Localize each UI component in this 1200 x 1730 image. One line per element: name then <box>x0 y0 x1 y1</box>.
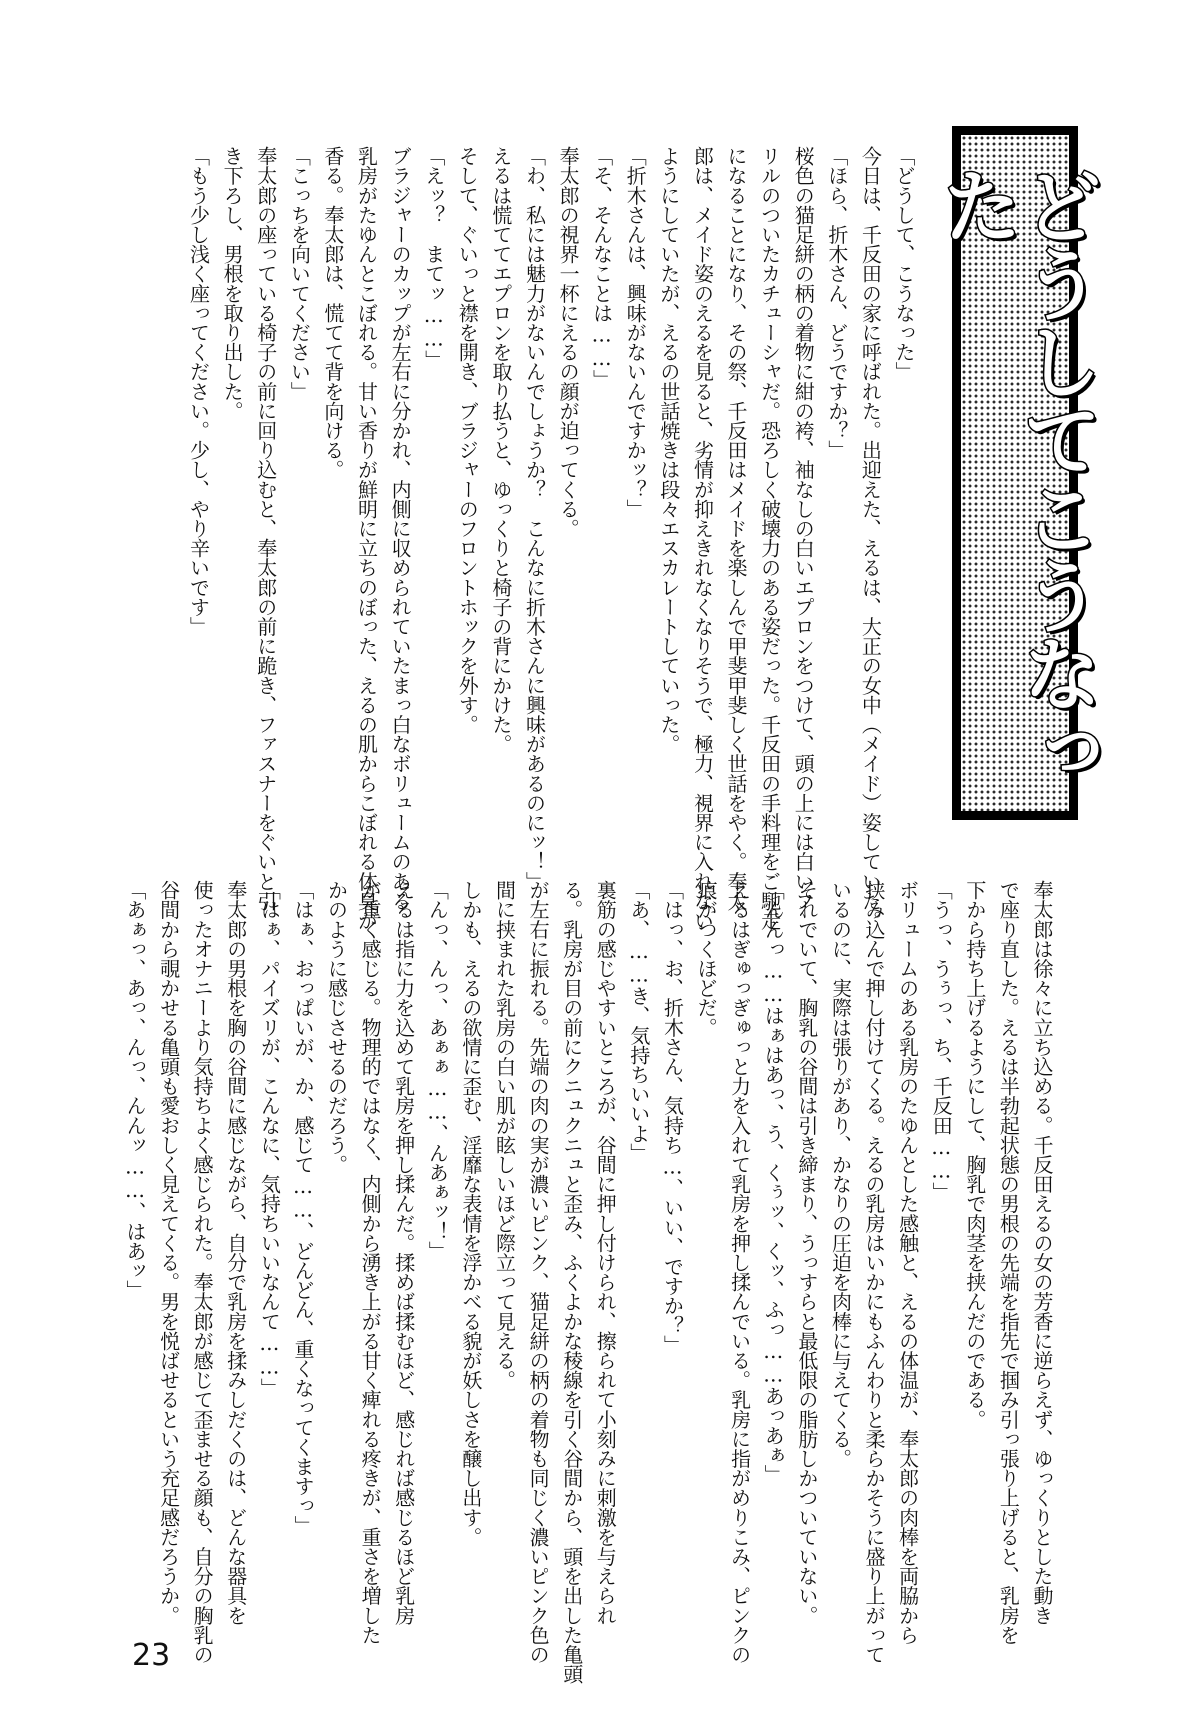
text-line: 奉太郎は徐々に立ち込める。千反田えるの女の芳香に逆らえず、ゆっくりとした動き <box>1030 880 1054 1625</box>
text-line: ボリュームのある乳房のたゆんとした感触と、えるの体温が、奉太郎の肉棒を両脇から <box>895 880 920 1645</box>
text-line: る。乳房が目の前にクニュクニュと歪み、ふくよかな稜線を引く谷間から、頭を出した亀頭 <box>559 880 584 1684</box>
text-line: 裏筋の感じやすいところが、谷間に押し付けられ、擦られて小刻みに刺激を与えられ <box>593 880 618 1625</box>
text-line: 桜色の猫足絣の柄の着物に紺の袴、袖なしの白いエプロンをつけて、頭の上には白いフ <box>791 146 816 911</box>
text-line: 香る。奉太郎は、慌てて背を向ける。 <box>320 146 345 480</box>
text-line: 「んっ、んっ、あぁぁ……、んあぁッ！」 <box>425 880 450 1261</box>
text-line: 乳房がたゆんとこぼれる。甘い香りが鮮明に立ちのぼった、えるの肌からこぼれる体臭が <box>354 146 379 931</box>
text-line: 使ったオナニーより気持ちよく感じられた。奉太郎が感じて歪ませる顔も、自分の胸乳の <box>190 880 215 1665</box>
text-line: 「どうして、こうなった」 <box>892 146 916 382</box>
text-block-top <box>186 146 920 931</box>
text-line: ブラジャーのカップが左右に分かれ、内側に収められていたまっ白なボリュームのある <box>388 146 413 911</box>
text-line: 「あぁっ、あっ、んっ、んんッ……、はあッ」 <box>122 880 147 1300</box>
title-box <box>929 126 1102 820</box>
text-line: そして、ぐいっと襟を開き、ブラジャーのフロントホックを外す。 <box>455 146 480 735</box>
text-line: き下ろし、男根を取り出した。 <box>220 146 245 421</box>
text-line: 今日は、千反田の家に呼ばれた。出迎えた、えるは、大正の女中（メイド）姿していた。 <box>858 146 883 931</box>
page-number: 23 <box>132 1638 171 1673</box>
text-line: いるのに、実際は張りがあり、かなりの圧迫を肉棒に与えてくる。 <box>828 880 853 1469</box>
text-line: 痕がつくほどだ。 <box>694 880 719 1037</box>
text-line: えるは慌ててエプロンを取り払うと、ゆっくりと椅子の背にかけた。 <box>488 146 513 754</box>
text-line: 間に挟まれた乳房の白い肌が眩しいほど際立って見える。 <box>492 880 517 1390</box>
text-line: 「折木さんは、興味がないんですかッ？」 <box>623 146 648 519</box>
text-line: 「あ、……き、気持ちいいよ」 <box>626 880 651 1163</box>
text-line: 挟み込んで押し付けてくる。えるの乳房はいかにもふんわりと柔らかそうに盛り上がって <box>862 880 887 1665</box>
text-line: 奉太郎の視界一杯にえるの顔が迫ってくる。 <box>556 146 581 539</box>
text-line: 「んんっ……はぁはあっ、う、くぅッ、くッ、ふっ……あっあぁ」 <box>761 880 786 1485</box>
text-line: になることになり、その祭、千反田はメイドを楽しんで甲斐甲斐しく世話をやく。奉太 <box>724 146 749 911</box>
text-line: 「はっ、お、折木さん、気持ち…、いい、ですか？」 <box>660 880 685 1355</box>
text-line: 「ほら、折木さん、どうですか？」 <box>824 146 849 460</box>
text-line: 下から持ち上げるようにして、胸乳で肉茎を挟んだのである。 <box>962 880 987 1429</box>
text-line: かのように感じさせるのだろう。 <box>324 880 349 1175</box>
text-line: 「もう少し浅く座ってください。少し、やり辛いです」 <box>186 146 211 637</box>
text-line: 「はぁ、おっぱいが、か、感じて……、どんどん、重くなってくますっ」 <box>290 880 315 1535</box>
text-line: 「こっちを向いてください」 <box>287 146 312 401</box>
text-line: で座り直した。えるは半勃起状態の男根の先端を指先で掴み引っ張り上げると、乳房を <box>996 880 1021 1645</box>
text-line: 奉太郎の座っている椅子の前に回り込むと、奉太郎の前に跪き、ファスナーをぐいと引 <box>253 146 278 911</box>
text-line: 郎は、メイド姿のえるを見ると、劣情が抑えきれなくなりそうで、極力、視界に入れない <box>690 146 715 931</box>
text-line: それでいて、胸乳の谷間は引き締まり、うっすらと最低限の脂肪しかついていない。 <box>794 880 819 1625</box>
text-line: しかも、えるの欲情に歪む、淫靡な表情を浮かべる貌が妖しさを醸し出す。 <box>458 880 483 1547</box>
text-line: 奉太郎の男根を胸の谷間に感じながら、自分で乳房を揉みしだくのは、どんな器具を <box>223 880 248 1625</box>
text-line: が重く感じる。物理的ではなく、内側から湧き上がる甘く痺れる疼きが、重さを増した <box>358 880 383 1645</box>
text-line: ようにしていたが、えるの世話焼きは段々エスカレートしていった。 <box>656 146 681 754</box>
text-line: 「わ、私には魅力がないんでしょうか？ こんなに折木さんに興味があるのにッ！」 <box>522 146 547 891</box>
text-line: えるはぎゅっぎゅっと力を入れて乳房を押し揉んでいる。乳房に指がめりこみ、ピンクの <box>727 880 752 1665</box>
text-line: リルのついたカチューシャだ。恐ろしく破壊力のある姿だった。千反田の手料理をご馳走 <box>757 146 782 931</box>
text-line: えるは指に力を込めて乳房を押し揉んだ。揉めば揉むほど、感じれば感じるほど乳房 <box>391 880 416 1625</box>
text-line: 谷間から覗かせる亀頭も愛おしく見えてくる。男を悦ばせるという充足感だろうか。 <box>156 880 181 1625</box>
text-line: 「うっ、うぅっ、ち、千反田……」 <box>929 880 954 1202</box>
text-line: 「はぁ、パイズリが、こんなに、気持ちいいなんて……」 <box>257 880 282 1398</box>
text-line: 「えッ？ まてッ……」 <box>421 146 446 370</box>
text-line: が左右に振れる。先端の肉の実が濃いピンク、猫足絣の柄の着物も同じく濃いピンク色の <box>526 880 551 1665</box>
text-line: 「そ、そんなことは……」 <box>589 146 614 390</box>
chapter-title: どうしてこうなった <box>929 165 1102 789</box>
